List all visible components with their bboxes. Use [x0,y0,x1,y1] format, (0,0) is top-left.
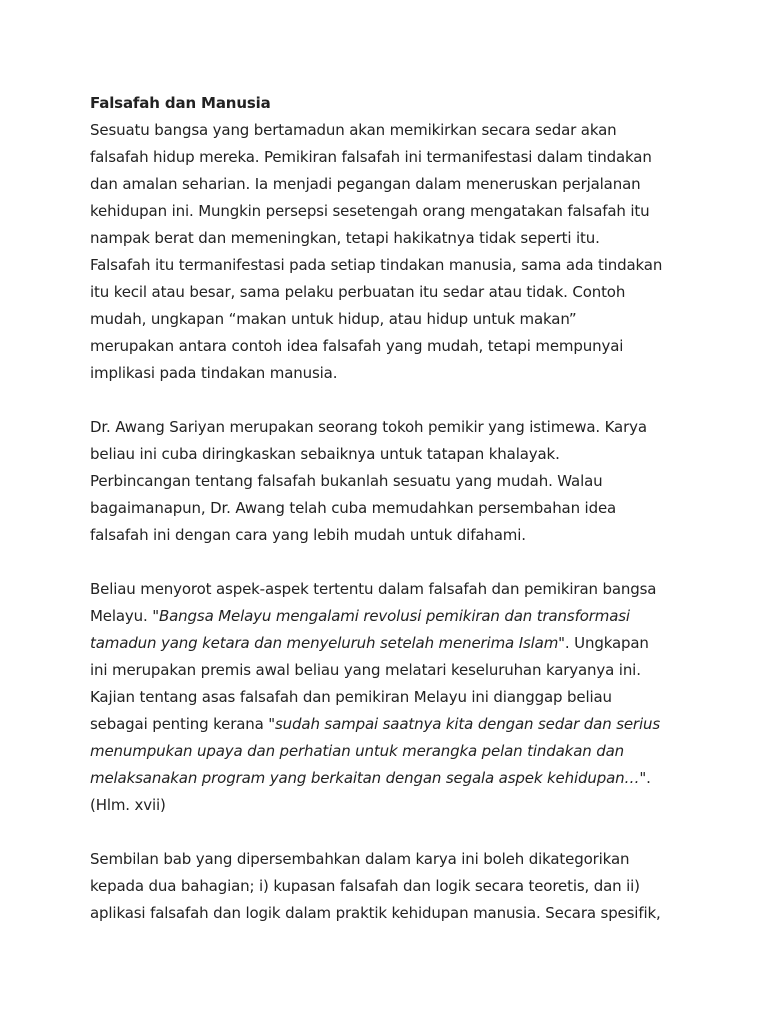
line-text: ". Ungkapan [558,634,649,652]
paragraph-line: falsafah ini dengan cara yang lebih mudah untuk difahami. [90,526,526,544]
quote-italic: melaksanakan program yang berkaitan dengan segala aspek kehidupan… [90,769,640,787]
paragraph-1 [90,117,690,387]
paragraph-line [90,603,690,630]
paragraph-line: itu kecil atau besar, sama pelaku perbuatan itu sedar atau tidak. Contoh [90,283,626,301]
paragraph-line: falsafah hidup mereka. Pemikiran falsafah ini termanifestasi dalam tindakan [90,148,652,166]
quote-italic: tamadun yang ketara dan menyeluruh setelah menerima Islam [90,634,559,652]
paragraph-line: Falsafah itu termanifestasi pada setiap tindakan manusia, sama ada tindakan [90,256,663,274]
paragraph-line [90,738,690,765]
paragraph-line: Dr. Awang Sariyan merupakan seorang tokoh pemikir yang istimewa. Karya [90,418,647,436]
paragraph-line: Kajian tentang asas falsafah dan pemikiran Melayu ini dianggap beliau [90,688,612,706]
document-title: Falsafah dan Manusia [90,94,271,112]
line-text: Melayu. " [90,607,159,625]
paragraph-line: kehidupan ini. Mungkin persepsi sesetengah orang mengatakan falsafah itu [90,202,650,220]
paragraph-spacer [90,387,690,414]
paragraph-line: Sembilan bab yang dipersembahkan dalam karya ini boleh dikategorikan [90,850,630,868]
paragraph-line: Perbincangan tentang falsafah bukanlah sesuatu yang mudah. Walau [90,472,603,490]
paragraph-line: merupakan antara contoh idea falsafah yang mudah, tetapi mempunyai [90,337,624,355]
paragraph-line: kepada dua bahagian; i) kupasan falsafah dan logik secara teoretis, dan ii) [90,877,640,895]
paragraph-line: dan amalan seharian. Ia menjadi pegangan dalam meneruskan perjalanan [90,175,641,193]
document-body [90,90,690,927]
quote-italic: Bangsa Melayu mengalami revolusi pemikiran dan transformasi [159,607,630,625]
paragraph-line: beliau ini cuba diringkaskan sebaiknya untuk tatapan khalayak. [90,445,560,463]
paragraph-spacer [90,819,690,846]
quote-italic: menumpukan upaya dan perhatian untuk merangka pelan tindakan dan [90,742,624,760]
paragraph-line [90,630,690,657]
line-text: ". [639,769,651,787]
paragraph-2 [90,414,690,549]
paragraph-line: Beliau menyorot aspek-aspek tertentu dalam falsafah dan pemikiran bangsa [90,580,657,598]
paragraph-line [90,711,690,738]
paragraph-line: mudah, ungkapan “makan untuk hidup, atau hidup untuk makan” [90,310,577,328]
quote-italic: sudah sampai saatnya kita dengan sedar dan serius [275,715,660,733]
paragraph-line: Sesuatu bangsa yang bertamadun akan memikirkan secara sedar akan [90,121,617,139]
paragraph-line: aplikasi falsafah dan logik dalam praktik kehidupan manusia. Secara spesifik, [90,904,661,922]
paragraph-spacer [90,549,690,576]
line-text: sebagai penting kerana " [90,715,276,733]
page-reference: (Hlm. xvii) [90,796,166,814]
paragraph-line: nampak berat dan memeningkan, tetapi hakikatnya tidak seperti itu. [90,229,600,247]
paragraph-line: ini merupakan premis awal beliau yang melatari keseluruhan karyanya ini. [90,661,641,679]
paragraph-4 [90,846,690,927]
paragraph-line: implikasi pada tindakan manusia. [90,364,338,382]
paragraph-line [90,765,690,792]
paragraph-line: bagaimanapun, Dr. Awang telah cuba memudahkan persembahan idea [90,499,617,517]
paragraph-3 [90,576,690,819]
